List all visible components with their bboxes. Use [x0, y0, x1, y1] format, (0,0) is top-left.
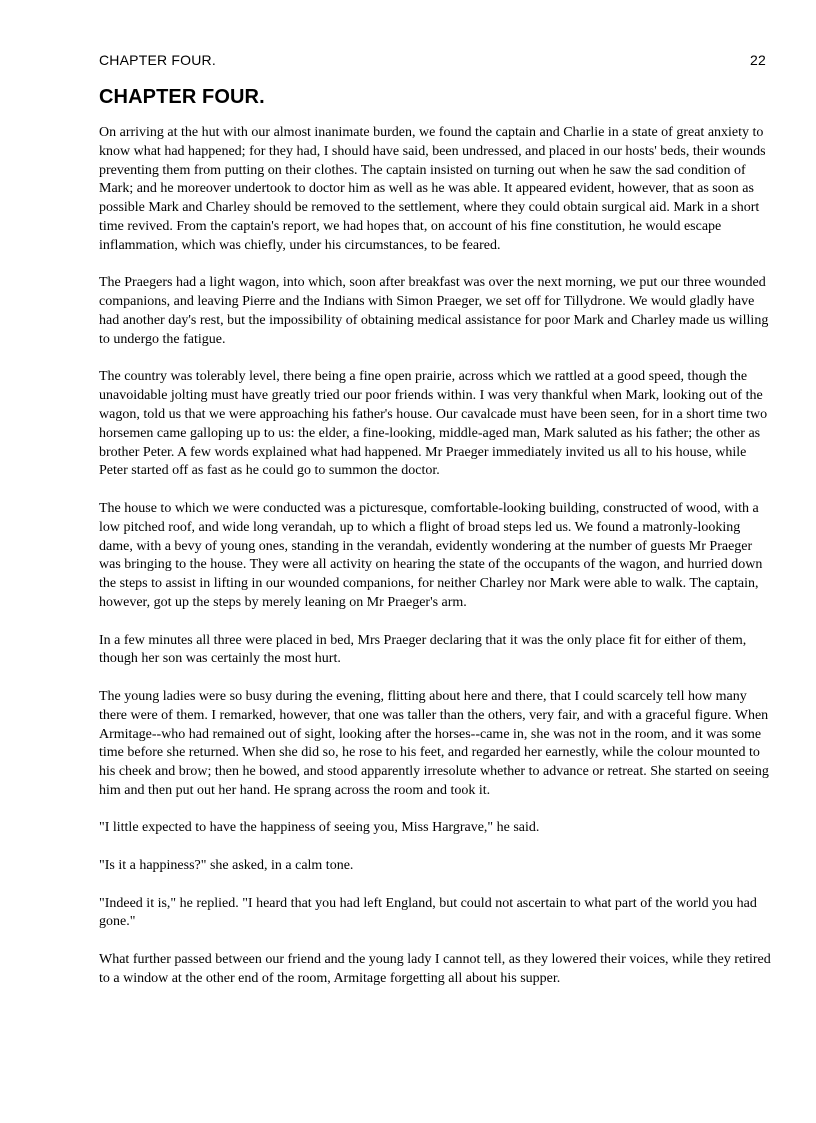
- paragraph: In a few minutes all three were placed in bed, Mrs Praeger declaring that it was the only place fit for either of them, though her son was certainly the most hurt.: [99, 632, 747, 667]
- paragraph: On arriving at the hut with our almost inanimate burden, we found the captain and Charlie in a state of great anxiety to know what had happened; for they had, I should have said, been undressed, and placed in our hosts' beds, their wounds preventing them from putting on their clothes. The captain insisted on turning out when he saw the sad condition of Mark; and he moreover undertook to doctor him as well as he was able. It appeared evident, however, that as soon as possible Mark and Charley should be removed to the settlement, where they could obtain surgical aid. Mark in a short time revived. From the captain's report, we had hopes that, on account of his fine constitution, he would escape inflammation, which was chiefly, under his circumstances, to be feared.: [99, 125, 766, 253]
- paragraph: The Praegers had a light wagon, into which, soon after breakfast was over the next morning, we put our three wounded companions, and leaving Pierre and the Indians with Simon Praeger, we set off for Tillydrone. We would gladly have had another day's rest, but the impossibility of obtaining medical assistance for poor Mark and Charley made us willing to undergo the fatigue.: [99, 275, 769, 347]
- chapter-title: CHAPTER FOUR.: [99, 86, 265, 108]
- running-header: [99, 52, 766, 68]
- paragraph: What further passed between our friend and the young lady I cannot tell, as they lowered their voices, while they retired to a window at the other end of the room, Armitage forgetting all about his supper.: [99, 952, 771, 986]
- running-title: CHAPTER FOUR.: [99, 52, 216, 68]
- paragraph: "I little expected to have the happiness of seeing you, Miss Hargrave," he said.: [99, 820, 540, 836]
- paragraph: "Is it a happiness?" she asked, in a calm tone.: [99, 858, 354, 874]
- chapter-body: [99, 124, 771, 1007]
- paragraph: The country was tolerably level, there being a fine open prairie, across which we rattled at a good speed, though the unavoidable jolting must have greatly tried our poor friends within. I was very thankful when Mark, looking out of the wagon, told us that we were approaching his father's house. Our cavalcade must have been seen, for in a short time two horsemen came galloping up to us: the elder, a fine-looking, middle-aged man, Mark saluted as his father; the other as brother Peter. A few words explained what had happened. Mr Praeger immediately invited us all to his house, while Peter started off as fast as he could go to summon the doctor.: [99, 369, 768, 479]
- paragraph: The young ladies were so busy during the evening, flitting about here and there, that I could scarcely tell how many there were of them. I remarked, however, that one was taller than the others, very fair, and with a graceful figure. When Armitage--who had remained out of sight, looking after the horses--came in, she was not in the room, and it was some time before she returned. When she did so, he rose to his feet, and regarded her earnestly, while the colour mounted to his cheek and brow; then he bowed, and stood apparently irresolute whether to advance or retreat. She started on seeing him and then put out her hand. He sprang across the room and took it.: [99, 688, 769, 798]
- paragraph: "Indeed it is," he replied. "I heard that you had left England, but could not ascertain to what part of the world you had gone.": [99, 895, 757, 930]
- page-number: 22: [750, 52, 766, 68]
- paragraph: The house to which we were conducted was a picturesque, comfortable-looking building, constructed of wood, with a low pitched roof, and wide long verandah, up to which a flight of broad steps led us. We found a matronly-looking dame, with a bevy of young ones, standing in the verandah, evidently wondering at the number of guests Mr Praeger was bringing to the house. They were all activity on hearing the state of the occupants of the wagon, and hurried down the steps to assist in lifting in our wounded companions, for neither Charley nor Mark were able to walk. The captain, however, got up the steps by merely leaning on Mr Praeger's arm.: [99, 500, 763, 610]
